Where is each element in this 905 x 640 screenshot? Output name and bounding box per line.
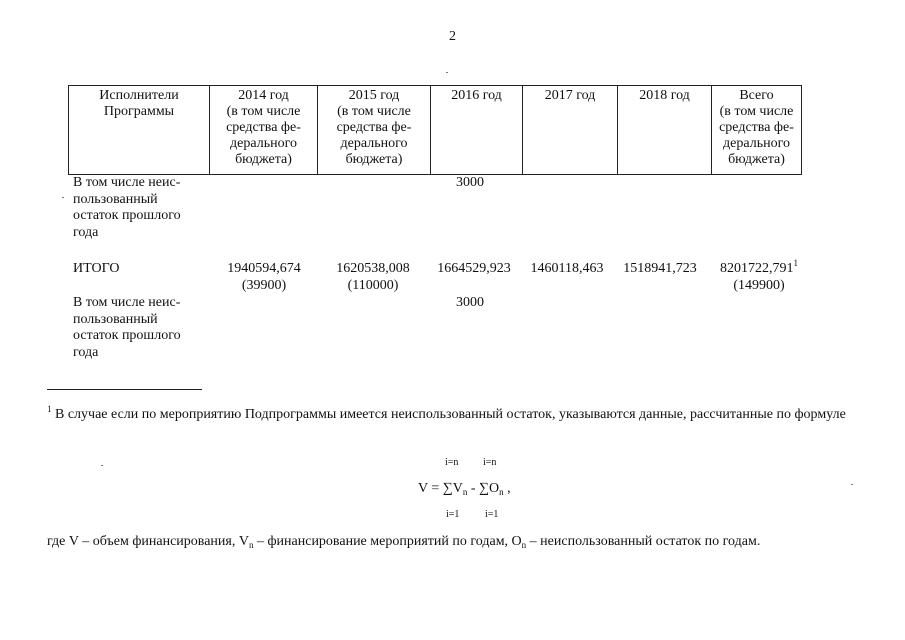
text-line: пользованный [73, 311, 158, 327]
scan-speck [62, 197, 64, 198]
text-line: 2014 год [238, 88, 289, 103]
text-line: В том числе неис- [73, 295, 181, 310]
text-line: 2015 год [348, 88, 400, 103]
text-line: остаток прошлого [73, 328, 181, 343]
total-2016-value: 1664529,923 [437, 261, 511, 276]
header-cell-2016 [431, 86, 523, 175]
budget-table-header [68, 85, 802, 175]
formula: $V = \sum V_n - \sum O_n$ , [418, 481, 511, 497]
text-line: дерального [230, 136, 297, 151]
scan-speck [101, 465, 103, 466]
text-line: остаток прошлого [73, 208, 181, 223]
text-line: 2018 год [639, 88, 690, 103]
total-2017-value: 1460118,463 [530, 261, 604, 276]
text-line: средства фе- [336, 120, 412, 135]
text-line: (в том числе [226, 104, 301, 119]
total-2014-value: 1940594,674 (39900) [227, 261, 301, 293]
text-line: средства фе- [719, 120, 794, 135]
row-unused-2016-value-2: 3000 [456, 295, 484, 310]
text-line: 2016 год [451, 88, 502, 103]
formula-lower-limit-2: i=1 [485, 509, 499, 520]
footnote-mark: 1 [47, 404, 52, 414]
text-line: 2017 год [544, 88, 596, 103]
text-line: дерального [723, 136, 790, 151]
header-cell-2015 [318, 86, 431, 175]
text-line: дерального [340, 136, 408, 151]
formula-lower-limit-1: i=1 [446, 509, 460, 520]
text-line: бюджета) [728, 152, 785, 167]
header-cell-2017 [523, 86, 618, 175]
total-2015-value: 1620538,008 (110000) [336, 261, 410, 293]
text-line: пользованный [73, 191, 158, 207]
text-line: бюджета) [235, 152, 292, 167]
text-line: Исполнители [99, 88, 179, 103]
text-line: средства фе- [226, 120, 301, 135]
formula-upper-limit-2: i=n [483, 457, 497, 468]
total-2018-value: 1518941,723 [623, 261, 697, 276]
text-line: года [73, 344, 99, 360]
header-cell-2014 [210, 86, 318, 175]
header-cell-executors [69, 86, 210, 175]
scan-speck [851, 484, 853, 485]
footnote-separator [47, 389, 202, 390]
page-number: 2 [449, 29, 456, 44]
header-cell-2018 [618, 86, 712, 175]
table-header-row [69, 86, 802, 175]
formula-upper-limit-1: i=n [445, 457, 459, 468]
row-label-unused-balance-2 [73, 295, 208, 361]
text-line: года [73, 224, 99, 240]
formula-explanation: где V – объем финансирования, $V_n$ – финансирование мероприятий по годам, $O_n$ – неиспользованный остаток по годам. [47, 534, 761, 550]
footnote-reference: 1 [793, 258, 798, 268]
row-unused-2016-value: 3000 [456, 175, 484, 190]
text-line: Всего [739, 88, 774, 103]
row-label-unused-balance [73, 175, 208, 241]
row-label-total: ИТОГО [73, 261, 120, 276]
text-line: бюджета) [345, 152, 403, 167]
footnote-text: $^1$ В случае если по мероприятию Подпрограммы имеется неиспользованный остаток, указываются данные, рассчитанные по формуле [47, 404, 846, 422]
text-line: (в том числе [719, 104, 794, 119]
text-line: Программы [103, 104, 175, 119]
text-line: (в том числе [337, 104, 411, 119]
header-cell-total [712, 86, 802, 175]
scan-speck [446, 72, 448, 73]
text-line: В том числе неис- [73, 175, 181, 190]
total-all-value: 8201722,791$^1$ (149900) [720, 258, 798, 293]
